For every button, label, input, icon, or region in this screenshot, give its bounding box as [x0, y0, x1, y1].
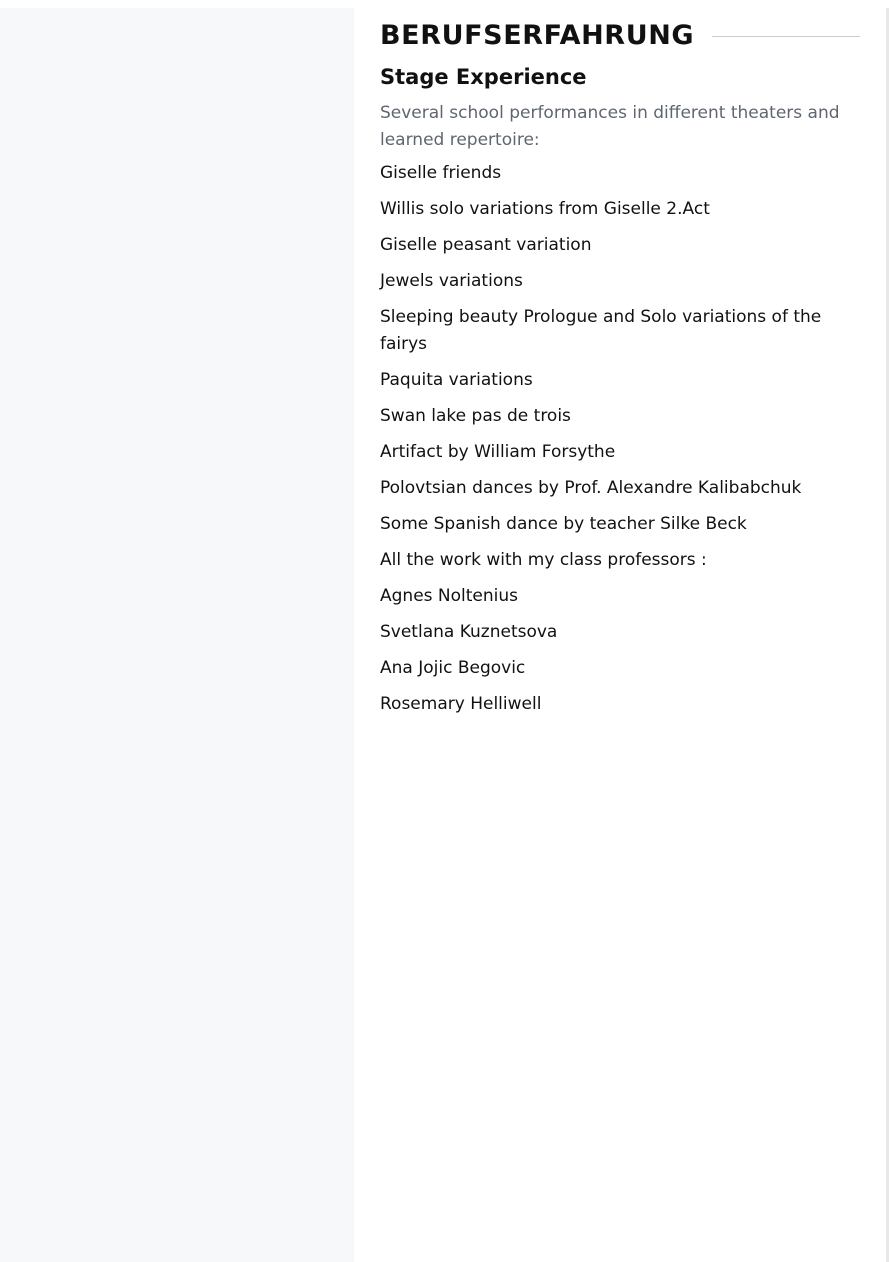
page-edge: [886, 8, 889, 1262]
section-divider: [712, 36, 860, 37]
list-item: Swan lake pas de trois: [380, 406, 571, 426]
experience-entry: [380, 62, 854, 727]
section-header: [380, 18, 860, 52]
list-item: Ana Jojic Begovic: [380, 658, 526, 678]
list-item: Agnes Noltenius: [380, 586, 519, 606]
sidebar-panel: [0, 8, 354, 1262]
entry-title: Stage Experience: [380, 65, 587, 89]
list-item: Polovtsian dances by Prof. Alexandre Kalibabchuk: [380, 478, 802, 498]
list-item: Jewels variations: [380, 271, 523, 291]
list-item: Artifact by William Forsythe: [380, 442, 616, 462]
list-item: Willis solo variations from Giselle 2.Act: [380, 199, 710, 219]
list-item: Paquita variations: [380, 370, 533, 390]
list-item: Some Spanish dance by teacher Silke Beck: [380, 514, 747, 534]
list-item: Giselle friends: [380, 163, 502, 183]
repertoire-list: [380, 160, 854, 718]
list-item: Svetlana Kuznetsova: [380, 622, 558, 642]
section-title: BERUFSERFAHRUNG: [380, 19, 695, 51]
main-column: [354, 8, 886, 1262]
list-item: All the work with my class professors :: [380, 550, 707, 570]
list-item: Giselle peasant variation: [380, 235, 592, 255]
entry-description: Several school performances in different theaters and learned repertoire:: [380, 103, 840, 150]
list-item: Sleeping beauty Prologue and Solo variations of the fairys: [380, 307, 822, 354]
list-item: Rosemary Helliwell: [380, 694, 542, 714]
